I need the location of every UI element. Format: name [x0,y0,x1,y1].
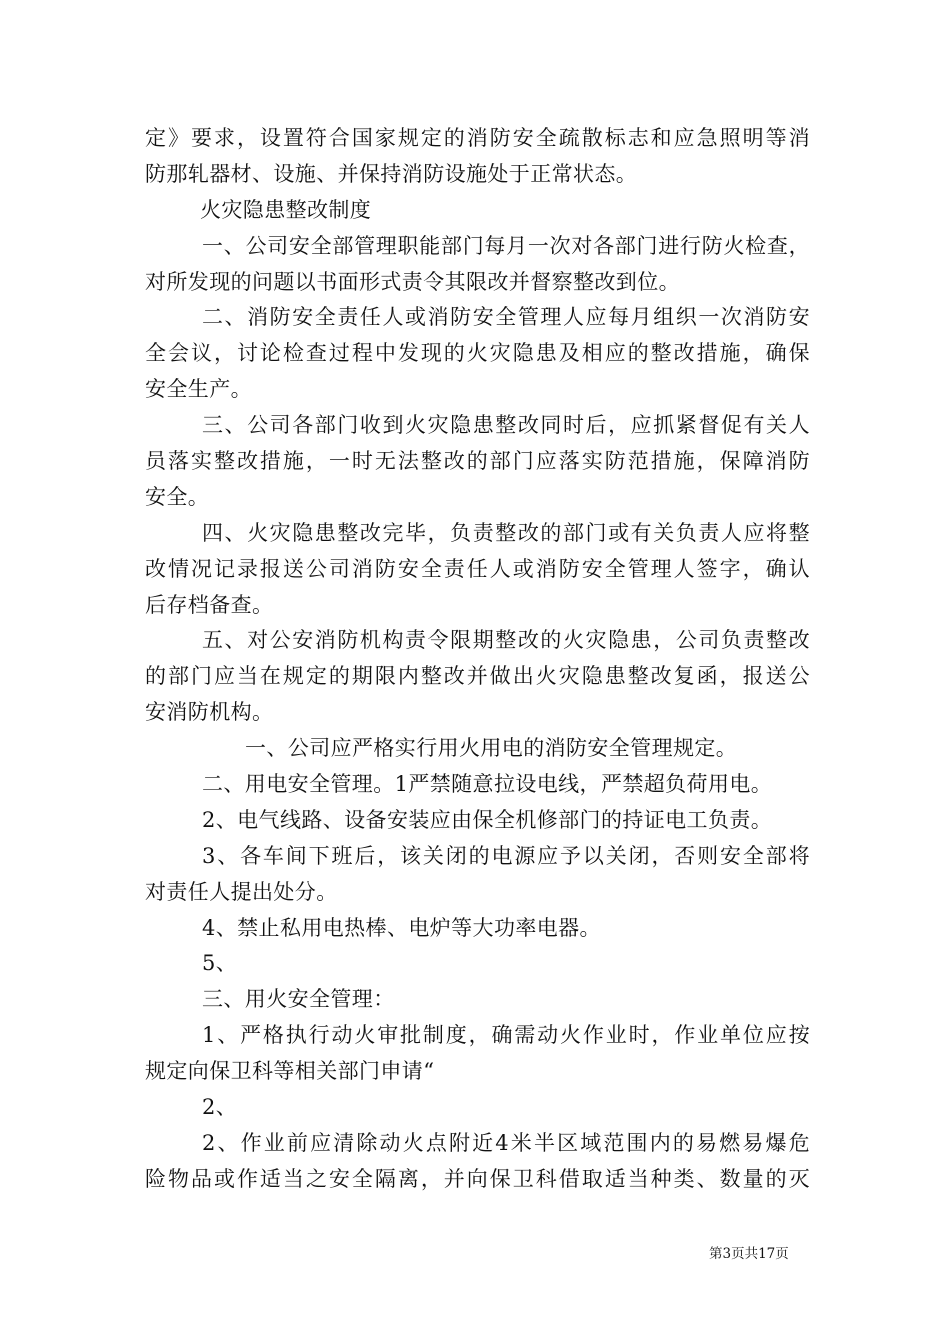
section-heading: 火灾隐患整改制度 [200,197,372,222]
document-body [145,121,810,1198]
text-line: 四、火灾隐患整改完毕，负责整改的部门或有关负责人应将整 [202,520,810,545]
text-line: 安全生产。 [145,377,252,402]
text-line: 定》要求，设置符合国家规定的消防安全疏散标志和应急照明等消 [145,126,810,150]
text-line: 的部门应当在规定的期限内整改并做出火灾隐患整改复函，报送公 [145,664,810,689]
text-line: 3、各车间下班后，该关闭的电源应予以关闭，否则安全部将 [202,843,810,868]
text-line: 对所发现的问题以书面形式责令其限改并督察整改到位。 [145,269,680,294]
text-line: 安全。 [145,484,210,509]
text-line: 五、对公安消防机构责令限期整改的火灾隐患，公司负责整改 [202,628,810,653]
text-line: 防那轧器材、设施、并保持消防设施处于正常状态。 [145,161,638,186]
text-line: 一、公司安全部管理职能部门每月一次对各部门进行防火检查， [202,233,810,258]
text-line: 2、电气线路、设备安装应由保全机修部门的持证电工负责。 [202,807,773,832]
text-line: 险物品或作适当之安全隔离，并向保卫科借取适当种类、数量的灭 [145,1166,810,1191]
text-line: 4、禁止私用电热棒、电炉等大功率电器。 [202,915,601,940]
text-line: 全会议，讨论检查过程中发现的火灾隐患及相应的整改措施，确保 [145,341,810,366]
text-line: 改情况记录报送公司消防安全责任人或消防安全管理人签字，确认 [145,556,810,581]
text-line: 1、严格执行动火审批制度，确需动火作业时，作业单位应按 [202,1023,810,1048]
text-line: 三、用火安全管理： [202,987,395,1012]
text-line: 二、消防安全责任人或消防安全管理人应每月组织一次消防安 [202,305,810,330]
text-line: 二、用电安全管理。1严禁随意拉设电线，严禁超负荷用电。 [202,772,773,797]
text-line: 规定向保卫科等相关部门申请“ [145,1059,435,1084]
page-number: 第3页共17页 [709,1246,789,1262]
text-line: 安消防机构。 [145,700,274,725]
text-line: 后存档备查。 [145,592,274,617]
text-line: 2、作业前应清除动火点附近4米半区域范围内的易燃易爆危 [202,1130,810,1155]
text-line: 一、公司应严格实行用火用电的消防安全管理规定。 [245,736,738,761]
text-line: 员落实整改措施，一时无法整改的部门应落实防范措施，保障消防 [145,449,810,474]
text-line: 2、 [202,1095,238,1120]
text-line: 三、公司各部门收到火灾隐患整改同时后，应抓紧督促有关人 [202,413,810,438]
text-line: 对责任人提出处分。 [145,879,338,904]
text-line: 5、 [202,951,238,976]
